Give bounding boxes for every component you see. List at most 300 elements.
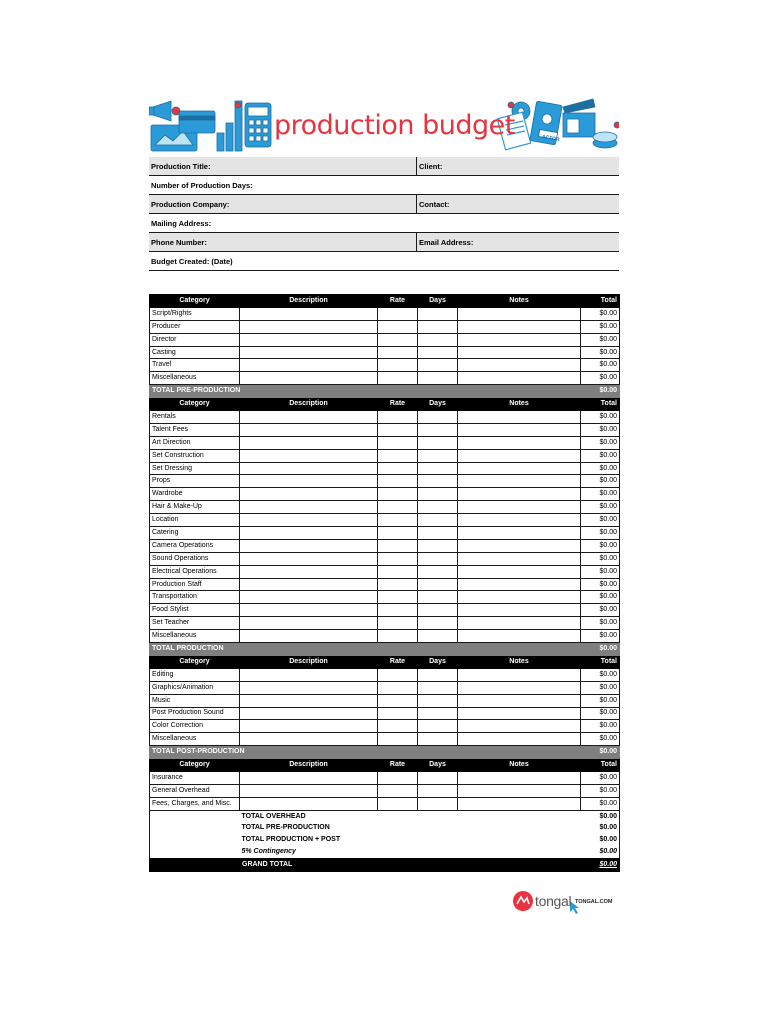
table-row [150, 307, 620, 320]
table-row [150, 630, 620, 643]
input-cell[interactable] [378, 411, 418, 424]
input-cell[interactable] [378, 501, 418, 514]
total-cell: $0.00 [581, 527, 620, 540]
category-cell: Catering [150, 527, 240, 540]
input-cell[interactable] [418, 707, 458, 720]
input-cell[interactable] [378, 797, 418, 810]
category-cell: Production Staff [150, 578, 240, 591]
info-label: Budget Created: (Date) [151, 257, 233, 266]
table-row [150, 501, 620, 514]
table-row [150, 707, 620, 720]
input-cell[interactable] [458, 668, 581, 681]
input-cell[interactable] [240, 449, 378, 462]
total-cell: $0.00 [581, 604, 620, 617]
info-label: Mailing Address: [151, 219, 212, 228]
input-cell[interactable] [378, 604, 418, 617]
input-cell[interactable] [418, 604, 458, 617]
input-cell[interactable] [378, 436, 418, 449]
input-cell[interactable] [418, 630, 458, 643]
summary-row [150, 823, 620, 835]
category-cell: Rentals [150, 411, 240, 424]
column-header: Notes [458, 759, 581, 772]
total-cell: $0.00 [581, 617, 620, 630]
input-cell[interactable] [378, 668, 418, 681]
input-cell[interactable] [418, 359, 458, 372]
grand-total-row [150, 859, 620, 872]
input-cell[interactable] [418, 565, 458, 578]
summary-spacer [150, 810, 240, 822]
summary-label: TOTAL OVERHEAD [241, 812, 306, 820]
table-row [150, 797, 620, 810]
budget-table [149, 294, 620, 872]
input-cell[interactable] [418, 771, 458, 784]
total-cell: $0.00 [581, 475, 620, 488]
category-cell: Music [150, 694, 240, 707]
total-cell: $0.00 [581, 552, 620, 565]
total-cell: $0.00 [581, 436, 620, 449]
input-cell[interactable] [378, 552, 418, 565]
section-total-label: TOTAL POST-PRODUCTION [150, 746, 581, 759]
table-row [150, 346, 620, 359]
input-cell[interactable] [418, 784, 458, 797]
input-cell[interactable] [418, 501, 458, 514]
total-cell: $0.00 [581, 359, 620, 372]
input-cell[interactable] [378, 630, 418, 643]
input-cell[interactable] [418, 617, 458, 630]
input-cell[interactable] [240, 514, 378, 527]
input-cell[interactable] [240, 333, 378, 346]
input-cell[interactable] [458, 720, 581, 733]
total-cell: $0.00 [581, 578, 620, 591]
input-cell[interactable] [418, 320, 458, 333]
input-cell[interactable] [418, 333, 458, 346]
category-cell: Post Production Sound [150, 707, 240, 720]
input-cell[interactable] [418, 668, 458, 681]
input-cell[interactable] [458, 449, 581, 462]
input-cell[interactable] [458, 539, 581, 552]
section-total-row [150, 385, 620, 398]
grand-total-label: GRAND TOTAL [240, 859, 581, 872]
column-header: Category [150, 398, 240, 411]
input-cell[interactable] [240, 681, 378, 694]
column-header: Total [581, 655, 620, 668]
column-header: Rate [378, 398, 418, 411]
input-cell[interactable] [378, 346, 418, 359]
info-divider [416, 157, 417, 175]
column-header: Notes [458, 655, 581, 668]
table-row [150, 333, 620, 346]
category-cell: Talent Fees [150, 423, 240, 436]
category-cell: Set Teacher [150, 617, 240, 630]
total-cell: $0.00 [581, 797, 620, 810]
input-cell[interactable] [418, 527, 458, 540]
input-cell[interactable] [418, 797, 458, 810]
input-cell[interactable] [378, 307, 418, 320]
category-cell: Director [150, 333, 240, 346]
total-cell: $0.00 [581, 630, 620, 643]
input-cell[interactable] [378, 591, 418, 604]
section-total-value: $0.00 [581, 385, 620, 398]
input-cell[interactable] [240, 488, 378, 501]
table-row [150, 411, 620, 424]
category-cell: Location [150, 514, 240, 527]
info-row[interactable] [149, 233, 619, 252]
total-cell: $0.00 [581, 449, 620, 462]
info-row[interactable] [149, 176, 619, 195]
summary-spacer [150, 834, 240, 846]
input-cell[interactable] [458, 527, 581, 540]
input-cell[interactable] [458, 488, 581, 501]
input-cell[interactable] [458, 372, 581, 385]
input-cell[interactable] [418, 539, 458, 552]
input-cell[interactable] [418, 307, 458, 320]
coin-stack-icon [593, 122, 619, 148]
summary-row [150, 846, 620, 858]
total-cell: $0.00 [581, 372, 620, 385]
info-row[interactable] [149, 252, 619, 271]
column-header: Rate [378, 295, 418, 308]
table-row [150, 320, 620, 333]
table-row [150, 539, 620, 552]
input-cell[interactable] [458, 475, 581, 488]
tongal-url[interactable]: TONGAL.COM [575, 899, 613, 905]
table-row [150, 771, 620, 784]
input-cell[interactable] [458, 591, 581, 604]
column-header: Days [418, 759, 458, 772]
summary-spacer [150, 859, 240, 872]
input-cell[interactable] [458, 707, 581, 720]
input-cell[interactable] [418, 372, 458, 385]
input-cell[interactable] [240, 307, 378, 320]
info-row[interactable] [149, 157, 619, 176]
table-header-row [150, 655, 620, 668]
table-row [150, 720, 620, 733]
total-cell: $0.00 [581, 539, 620, 552]
category-cell: Camera Operations [150, 539, 240, 552]
summary-label: TOTAL PRE-PRODUCTION [241, 824, 330, 832]
input-cell[interactable] [378, 333, 418, 346]
table-row [150, 449, 620, 462]
input-cell[interactable] [378, 539, 418, 552]
input-cell[interactable] [418, 449, 458, 462]
input-cell[interactable] [378, 694, 418, 707]
input-cell[interactable] [418, 591, 458, 604]
category-cell: Wardrobe [150, 488, 240, 501]
total-cell: $0.00 [581, 333, 620, 346]
grand-total-value: $0.00 [581, 859, 620, 872]
category-cell: Graphics/Animation [150, 681, 240, 694]
column-header: Notes [458, 398, 581, 411]
category-cell: Casting [150, 346, 240, 359]
input-cell[interactable] [240, 346, 378, 359]
summary-row [150, 810, 620, 822]
table-row [150, 423, 620, 436]
input-cell[interactable] [240, 578, 378, 591]
table-row [150, 527, 620, 540]
input-cell[interactable] [240, 694, 378, 707]
input-cell[interactable] [418, 488, 458, 501]
actor-badge-label: ACTOR [541, 133, 560, 143]
table-row [150, 604, 620, 617]
total-cell: $0.00 [581, 733, 620, 746]
input-cell[interactable] [458, 359, 581, 372]
input-cell[interactable] [418, 578, 458, 591]
table-row [150, 359, 620, 372]
production-info [149, 157, 619, 271]
column-header: Total [581, 295, 620, 308]
input-cell[interactable] [418, 720, 458, 733]
column-header: Rate [378, 759, 418, 772]
input-cell[interactable] [378, 475, 418, 488]
total-cell: $0.00 [581, 346, 620, 359]
input-cell[interactable] [240, 630, 378, 643]
section-total-row [150, 643, 620, 656]
category-cell: Fees, Charges, and Misc. [150, 797, 240, 810]
summary-label: 5% Contingency [241, 848, 296, 856]
input-cell[interactable] [458, 771, 581, 784]
input-cell[interactable] [378, 733, 418, 746]
category-cell: Producer [150, 320, 240, 333]
input-cell[interactable] [418, 552, 458, 565]
column-header: Rate [378, 655, 418, 668]
input-cell[interactable] [240, 784, 378, 797]
table-row [150, 475, 620, 488]
input-cell[interactable] [240, 565, 378, 578]
total-cell: $0.00 [581, 694, 620, 707]
section-total-row [150, 746, 620, 759]
input-cell[interactable] [418, 694, 458, 707]
input-cell[interactable] [418, 681, 458, 694]
table-row [150, 372, 620, 385]
input-cell[interactable] [240, 436, 378, 449]
info-row[interactable] [149, 195, 619, 214]
input-cell[interactable] [458, 411, 581, 424]
input-cell[interactable] [418, 411, 458, 424]
summary-value: $0.00 [581, 823, 620, 835]
input-cell[interactable] [418, 423, 458, 436]
info-divider [416, 233, 417, 251]
input-cell[interactable] [458, 565, 581, 578]
input-cell[interactable] [458, 617, 581, 630]
input-cell[interactable] [378, 720, 418, 733]
input-cell[interactable] [378, 514, 418, 527]
column-header: Category [150, 759, 240, 772]
category-cell: Editing [150, 668, 240, 681]
summary-label: TOTAL PRODUCTION + POST [241, 836, 341, 844]
input-cell[interactable] [240, 372, 378, 385]
input-cell[interactable] [378, 578, 418, 591]
category-cell: Color Correction [150, 720, 240, 733]
input-cell[interactable] [378, 617, 418, 630]
column-header: Total [581, 759, 620, 772]
section-total-label: TOTAL PRODUCTION [150, 643, 581, 656]
input-cell[interactable] [458, 514, 581, 527]
input-cell[interactable] [240, 501, 378, 514]
total-cell: $0.00 [581, 784, 620, 797]
total-cell: $0.00 [581, 488, 620, 501]
category-cell: Props [150, 475, 240, 488]
input-cell[interactable] [378, 462, 418, 475]
input-cell[interactable] [240, 539, 378, 552]
input-cell[interactable] [458, 578, 581, 591]
table-row [150, 617, 620, 630]
column-header: Notes [458, 295, 581, 308]
category-cell: Transportation [150, 591, 240, 604]
input-cell[interactable] [418, 436, 458, 449]
input-cell[interactable] [458, 784, 581, 797]
info-label: Number of Production Days: [151, 181, 253, 190]
input-cell[interactable] [240, 359, 378, 372]
total-cell: $0.00 [581, 462, 620, 475]
column-header: Description [240, 398, 378, 411]
table-header-row [150, 295, 620, 308]
total-cell: $0.00 [581, 591, 620, 604]
input-cell[interactable] [418, 475, 458, 488]
column-header: Category [150, 655, 240, 668]
input-cell[interactable] [378, 784, 418, 797]
total-cell: $0.00 [581, 307, 620, 320]
megaphone-icon [149, 101, 180, 121]
input-cell[interactable] [240, 423, 378, 436]
category-cell: Miscellaneous [150, 372, 240, 385]
table-header-row [150, 759, 620, 772]
input-cell[interactable] [378, 771, 418, 784]
info-label: Phone Number: [151, 238, 207, 247]
table-row [150, 681, 620, 694]
table-row [150, 578, 620, 591]
total-cell: $0.00 [581, 668, 620, 681]
input-cell[interactable] [458, 630, 581, 643]
total-cell: $0.00 [581, 423, 620, 436]
input-cell[interactable] [458, 333, 581, 346]
input-cell[interactable] [418, 514, 458, 527]
input-cell[interactable] [458, 694, 581, 707]
credit-card-icon [179, 111, 215, 133]
input-cell[interactable] [458, 423, 581, 436]
input-cell[interactable] [240, 733, 378, 746]
input-cell[interactable] [378, 488, 418, 501]
table-row [150, 552, 620, 565]
column-header: Description [240, 295, 378, 308]
input-cell[interactable] [240, 552, 378, 565]
info-label: Client: [419, 162, 443, 171]
table-row [150, 436, 620, 449]
table-row [150, 514, 620, 527]
total-cell: $0.00 [581, 681, 620, 694]
info-row[interactable] [149, 214, 619, 233]
input-cell[interactable] [240, 527, 378, 540]
category-cell: Set Construction [150, 449, 240, 462]
column-header: Days [418, 398, 458, 411]
table-row [150, 694, 620, 707]
column-header: Days [418, 295, 458, 308]
section-total-value: $0.00 [581, 746, 620, 759]
input-cell[interactable] [458, 604, 581, 617]
input-cell[interactable] [240, 797, 378, 810]
input-cell[interactable] [240, 411, 378, 424]
input-cell[interactable] [240, 462, 378, 475]
input-cell[interactable] [378, 527, 418, 540]
total-cell: $0.00 [581, 514, 620, 527]
input-cell[interactable] [458, 436, 581, 449]
summary-value: $0.00 [581, 834, 620, 846]
input-cell[interactable] [458, 552, 581, 565]
input-cell[interactable] [240, 617, 378, 630]
summary-spacer [150, 846, 240, 858]
info-label: Production Company: [151, 200, 230, 209]
input-cell[interactable] [240, 475, 378, 488]
column-header: Days [418, 655, 458, 668]
input-cell[interactable] [378, 320, 418, 333]
input-cell[interactable] [458, 307, 581, 320]
input-cell[interactable] [240, 720, 378, 733]
input-cell[interactable] [240, 320, 378, 333]
column-header: Description [240, 759, 378, 772]
category-cell: Script/Rights [150, 307, 240, 320]
input-cell[interactable] [378, 359, 418, 372]
category-cell: General Overhead [150, 784, 240, 797]
input-cell[interactable] [458, 733, 581, 746]
input-cell[interactable] [240, 707, 378, 720]
input-cell[interactable] [418, 462, 458, 475]
table-row [150, 668, 620, 681]
input-cell[interactable] [458, 501, 581, 514]
table-row [150, 488, 620, 501]
input-cell[interactable] [418, 733, 458, 746]
total-cell: $0.00 [581, 565, 620, 578]
category-cell: Art Direction [150, 436, 240, 449]
info-label: Contact: [419, 200, 450, 209]
section-total-value: $0.00 [581, 643, 620, 656]
input-cell[interactable] [458, 320, 581, 333]
input-cell[interactable] [458, 681, 581, 694]
summary-value: $0.00 [581, 810, 620, 822]
category-cell: Miscellaneous [150, 733, 240, 746]
input-cell[interactable] [378, 423, 418, 436]
info-label: Email Address: [419, 238, 474, 247]
column-header: Total [581, 398, 620, 411]
input-cell[interactable] [378, 707, 418, 720]
input-cell[interactable] [458, 462, 581, 475]
input-cell[interactable] [240, 604, 378, 617]
category-cell: Set Dressing [150, 462, 240, 475]
input-cell[interactable] [378, 565, 418, 578]
input-cell[interactable] [240, 771, 378, 784]
clapperboard-icon [563, 99, 595, 137]
info-divider [416, 195, 417, 213]
input-cell[interactable] [378, 449, 418, 462]
total-cell: $0.00 [581, 501, 620, 514]
document-title: production budget [274, 110, 515, 141]
category-cell: Sound Operations [150, 552, 240, 565]
total-cell: $0.00 [581, 771, 620, 784]
input-cell[interactable] [240, 668, 378, 681]
table-row [150, 591, 620, 604]
input-cell[interactable] [418, 346, 458, 359]
table-row [150, 733, 620, 746]
total-cell: $0.00 [581, 707, 620, 720]
column-header: Category [150, 295, 240, 308]
input-cell[interactable] [458, 346, 581, 359]
input-cell[interactable] [378, 372, 418, 385]
input-cell[interactable] [458, 797, 581, 810]
summary-spacer [150, 823, 240, 835]
summary-value: $0.00 [581, 846, 620, 858]
category-cell: Hair & Make-Up [150, 501, 240, 514]
tongal-wordmark: tongal [535, 893, 572, 909]
input-cell[interactable] [378, 681, 418, 694]
input-cell[interactable] [240, 591, 378, 604]
